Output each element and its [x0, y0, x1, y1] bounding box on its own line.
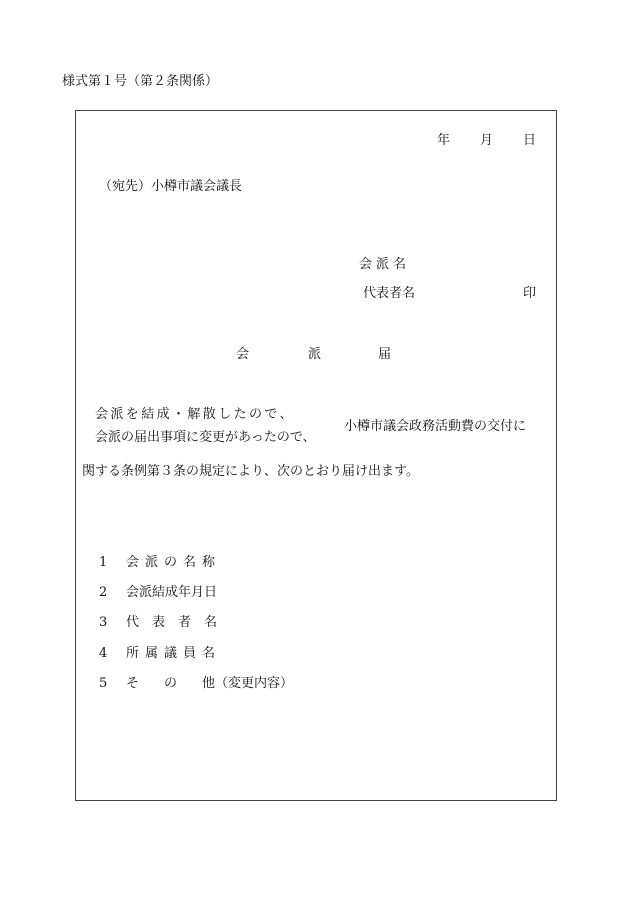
- body-continuation: 小樽市議会政務活動費の交付に: [344, 419, 527, 434]
- list-item: [99, 556, 221, 569]
- title-char-2: 派: [308, 347, 322, 362]
- date-line: [437, 134, 536, 147]
- item-number: 5: [99, 676, 108, 691]
- list-item: [99, 647, 221, 660]
- item-label: 会派の名称: [126, 555, 222, 570]
- title-char-1: 会: [236, 347, 250, 362]
- item-number: 3: [99, 615, 108, 630]
- document-title: [236, 348, 391, 361]
- date-year: 年: [436, 133, 450, 148]
- list-item: [99, 616, 230, 629]
- date-month: 月: [479, 133, 493, 148]
- item-label: 会派結成年月日: [126, 585, 218, 600]
- list-item: [99, 586, 217, 599]
- addressee: （宛先）小樽市議会議長: [99, 179, 243, 194]
- seal-mark: 印: [522, 286, 536, 301]
- item-label-part-a: そ: [126, 676, 140, 691]
- body-option-change: 会派の届出事項に変更があったので、: [95, 430, 316, 445]
- item-label: 代表者名: [126, 615, 231, 630]
- item-label-part-b: の: [164, 676, 178, 691]
- group-name-label: 会派名: [359, 257, 411, 272]
- representative-label: 代表者名: [363, 286, 416, 301]
- item-number: 2: [99, 585, 108, 600]
- body-line-2: 関する条例第３条の規定により、次のとおり届け出ます。: [82, 464, 419, 479]
- body-option-formation: 会派を結成・解散したので、: [95, 407, 295, 422]
- item-label: 所属議員名: [126, 646, 222, 661]
- date-day: 日: [522, 133, 536, 148]
- list-item: [99, 677, 293, 690]
- item-number: 1: [99, 555, 108, 570]
- item-number: 4: [99, 646, 108, 661]
- item-label-part-c: 他（変更内容）: [202, 676, 294, 691]
- title-char-3: 届: [378, 347, 392, 362]
- form-number: 様式第１号（第２条関係）: [62, 74, 219, 89]
- form-frame: [75, 110, 557, 801]
